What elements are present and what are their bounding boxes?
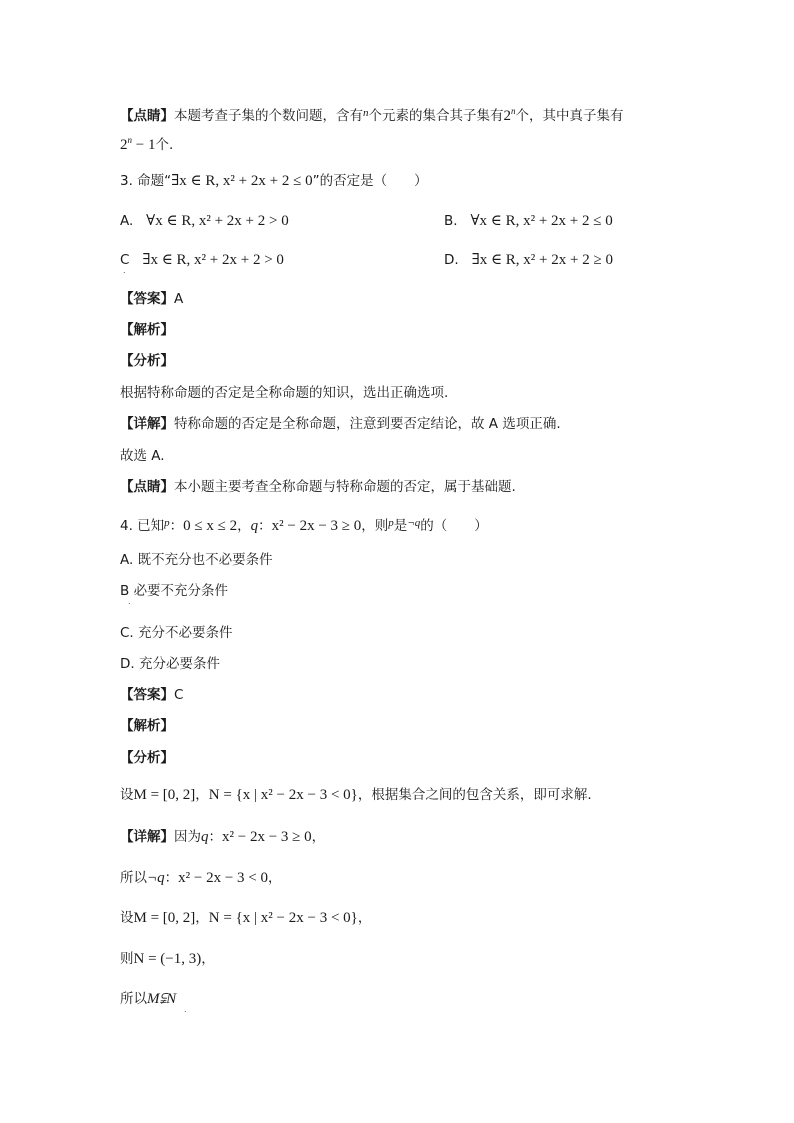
q3-option-c: C ∃x ∈ R, x² + 2x + 2 > 0 (120, 252, 284, 268)
q4-option-b: B 必要不充分条件 (120, 583, 229, 599)
q4-stem: 4. 已知$^p$：0 ≤ x ≤ 2，q：x² − 2x − 3 ≥ 0，则$^p$是$^{\neg q}$的（ ） (120, 517, 488, 534)
math-n: n (363, 107, 369, 119)
text: 个，其中真子集有 (515, 108, 624, 124)
dianjing-line-1 (120, 104, 624, 125)
stray-dot: . (123, 266, 126, 275)
stray-dot: . (184, 1005, 187, 1014)
q3-stem: 3. 命题“∃x ∈ R, x² + 2x + 2 ≤ 0”的否定是（ ） (120, 173, 428, 189)
q3-option-b: B. ∀x ∈ R, x² + 2x + 2 ≤ 0 (444, 213, 613, 229)
q4-answer: 【答案】C (120, 687, 184, 703)
stray-dot: . (128, 597, 131, 606)
dianjing-line-2 (120, 136, 173, 154)
q4-fenxi-text: 设M = [0, 2]，N = {x | x² − 2x − 3 < 0}，根据集合之间的包含关系，即可求解. (120, 787, 592, 803)
q3-xiangjie: 【详解】特称命题的否定是全称命题，注意到要否定结论，故 A 选项正确. (120, 416, 561, 432)
q4-xiangjie-4: 则N = (−1, 3)， (120, 951, 215, 967)
q4-xiangjie-1: 【详解】因为q：x² − 2x − 3 ≥ 0， (120, 829, 326, 845)
q4-option-d: D. 充分必要条件 (120, 656, 220, 672)
math-2n: 2$^n$ (503, 106, 516, 124)
q4-xiangjie-2: 所以¬q：x² − 2x − 3 < 0， (120, 870, 282, 886)
q3-dianjing: 【点睛】本小题主要考查全称命题与特称命题的否定，属于基础题. (120, 479, 516, 495)
math-2n-minus-1: $2^n - 1$ (120, 135, 156, 153)
text: 本题考查子集的个数问题，含有 (174, 108, 363, 124)
q3-stem-math: ∃x ∈ R, x² + 2x + 2 ≤ 0 (171, 173, 313, 189)
q4-xiangjie-5: 所以M⫋N (120, 991, 177, 1007)
q4-xiangjie-3: 设M = [0, 2]，N = {x | x² − 2x − 3 < 0}， (120, 910, 372, 926)
q4-option-c: C. 充分不必要条件 (120, 625, 233, 641)
q3-answer: 【答案】A (120, 291, 184, 307)
q3-jiexi: 【解析】 (120, 322, 174, 338)
q3-fenxi-text: 根据特称命题的否定是全称命题的知识，选出正确选项. (120, 385, 449, 401)
q3-option-a: A. ∀x ∈ R, x² + 2x + 2 > 0 (120, 213, 289, 229)
q3-fenxi: 【分析】 (120, 353, 174, 369)
q3-option-d: D. ∃x ∈ R, x² + 2x + 2 ≥ 0 (444, 252, 613, 268)
text: 个元素的集合其子集有 (368, 108, 504, 124)
q3-guxuan: 故选 A. (120, 448, 165, 464)
q4-jiexi: 【解析】 (120, 718, 174, 734)
q4-fenxi: 【分析】 (120, 750, 174, 766)
q4-option-a: A. 既不充分也不必要条件 (120, 552, 273, 568)
text: 个. (155, 137, 174, 153)
dianjing-tag: 【点睛】 (120, 108, 174, 124)
